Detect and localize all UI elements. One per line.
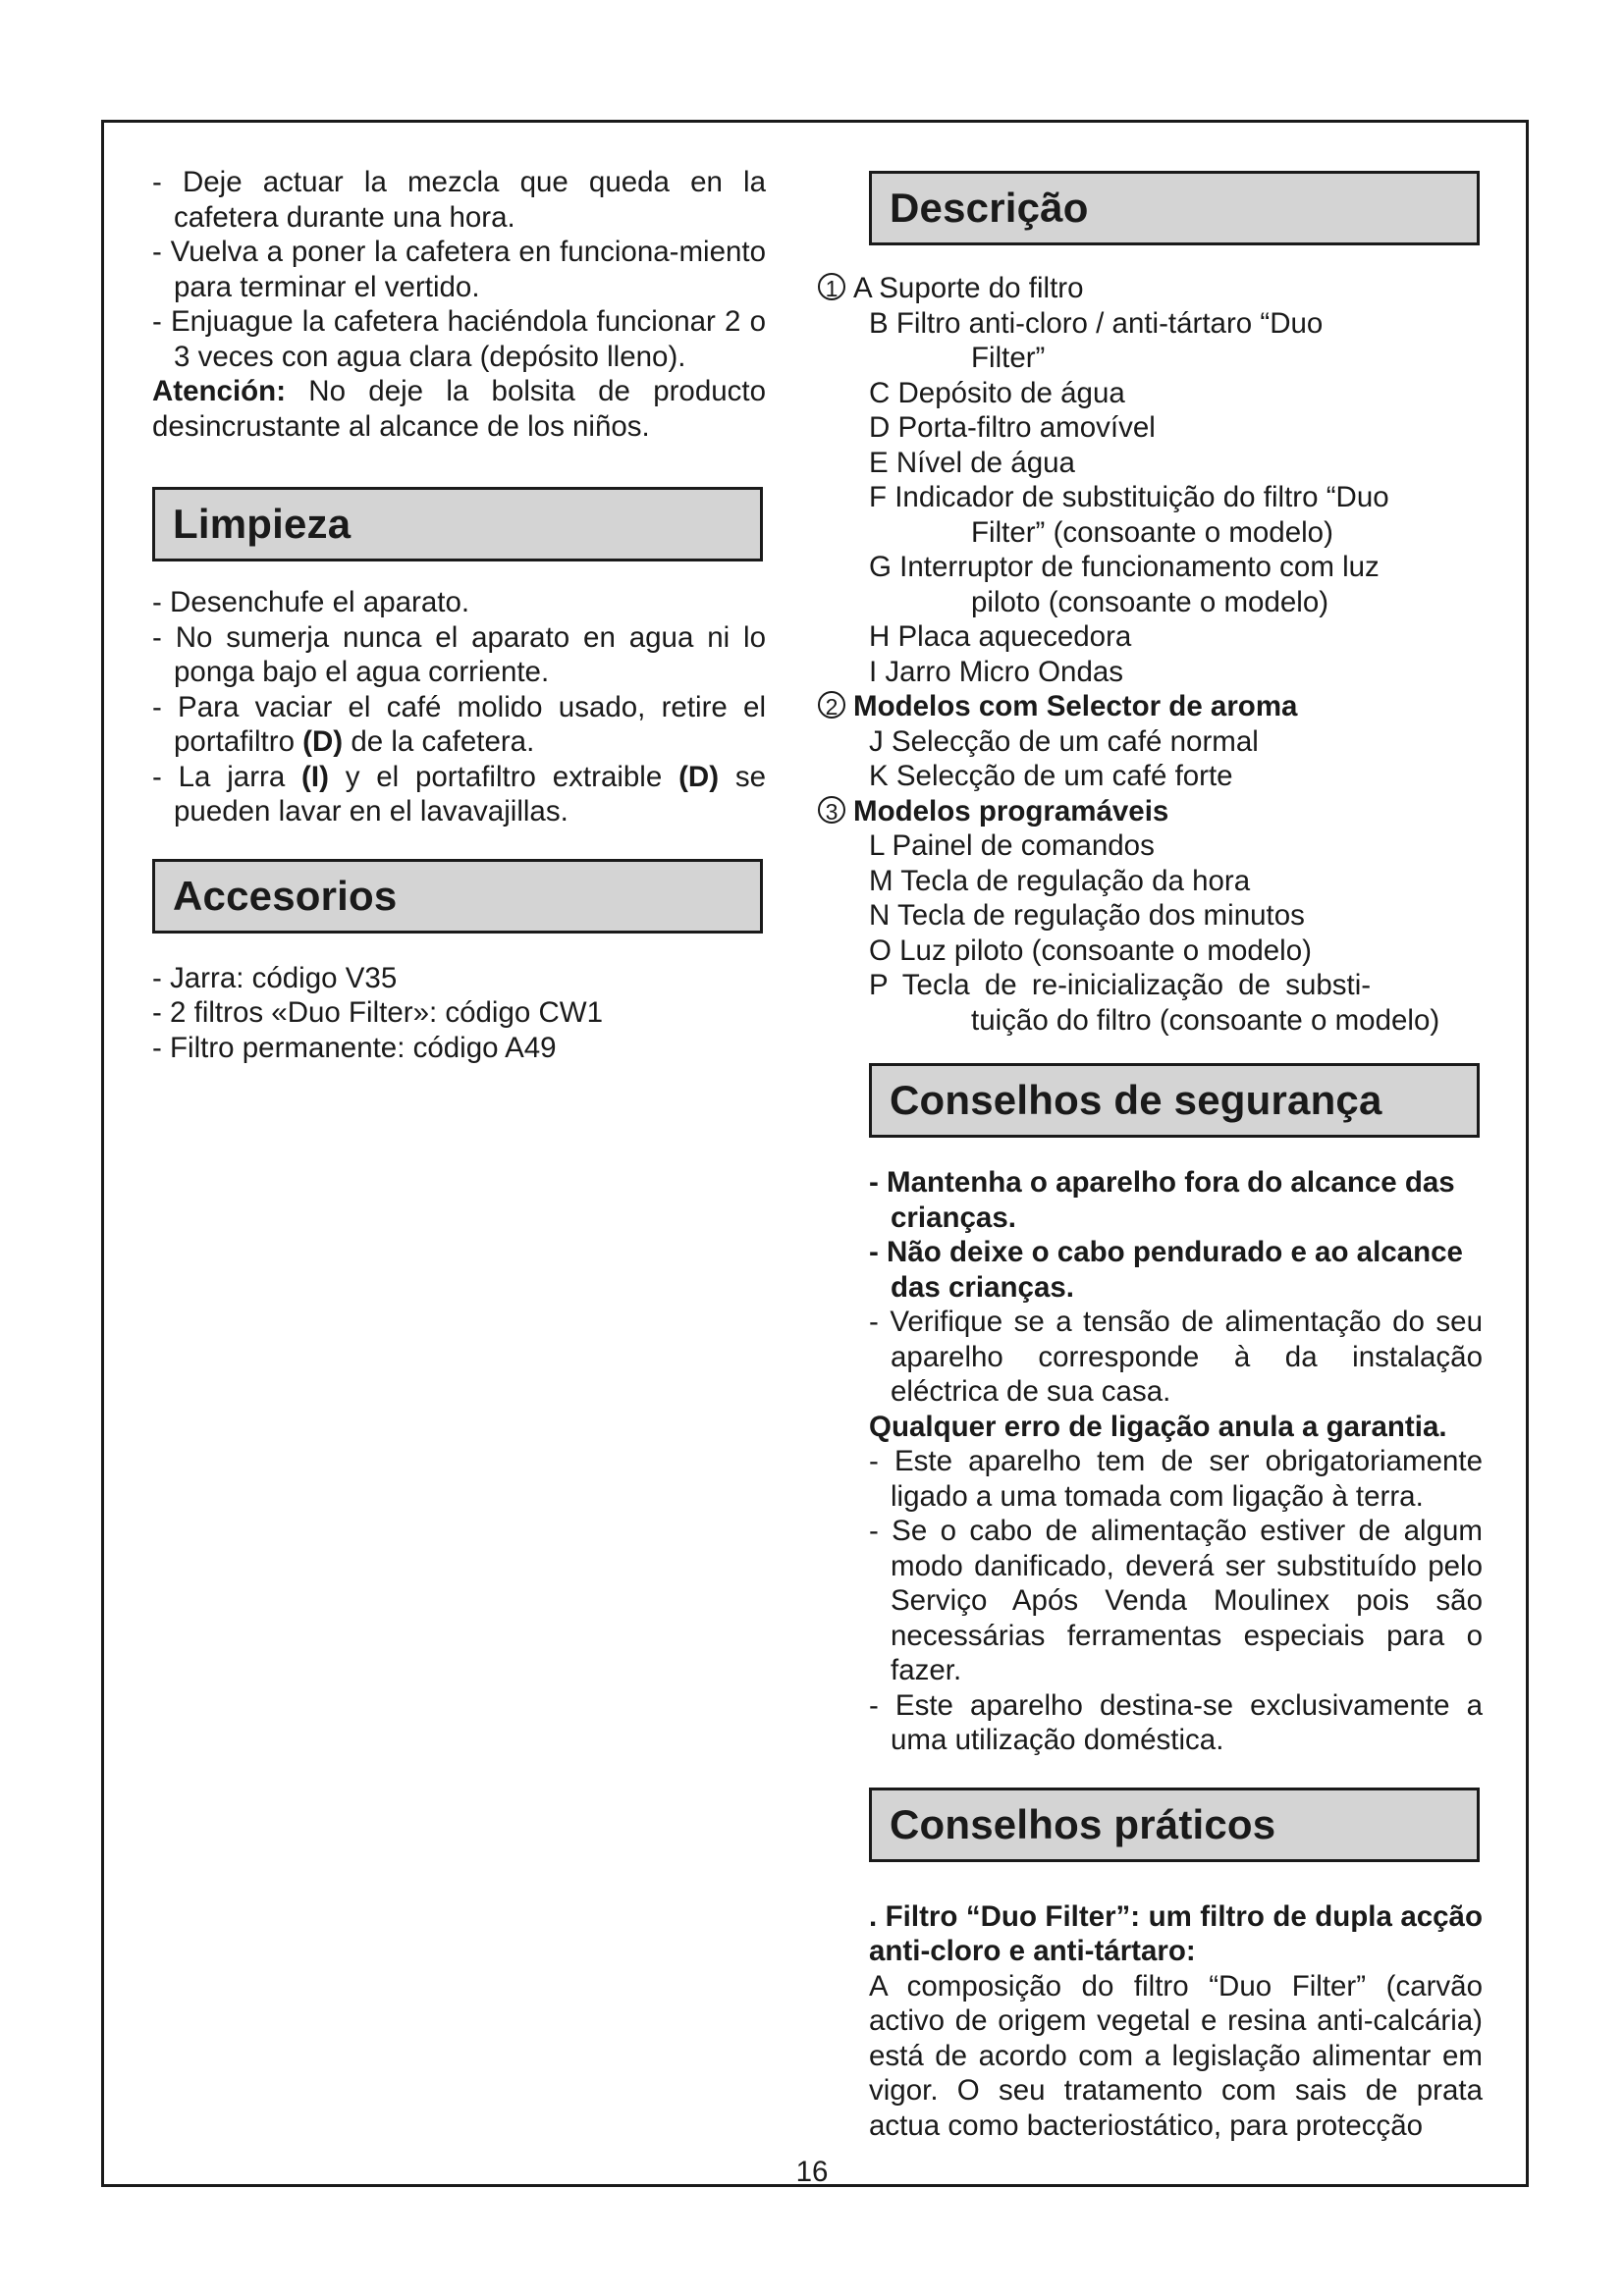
- accesorios-heading: [152, 859, 763, 934]
- accesorios-title: Accesorios: [173, 872, 398, 919]
- limpieza-item: - Para vaciar el café molido usado, retire el portafiltro (D) de la cafetera.: [152, 690, 766, 758]
- safety-item: - Este aparelho tem de ser obrigatoriamente ligado a uma tomada com ligação à terra.: [869, 1445, 1483, 1513]
- praticos-text: A composição do filtro “Duo Filter” (carvão activo de origem vegetal e resina anti-calcária) está de acordo com a legislação alimentar em vigor. O seu tratamento com sais de prata actua como bacteriostático, para protecção: [869, 1969, 1483, 2142]
- safety-item: - Verifique se a tensão de alimentação do seu aparelho corresponde à da instalação eléctrica de sua casa.: [869, 1306, 1483, 1408]
- desc-item: L Painel de comandos: [869, 829, 1155, 862]
- intro-line-1: - Deje actuar la mezcla que queda en la cafetera durante una hora.: [152, 166, 766, 234]
- left-column: [152, 165, 766, 1065]
- limpieza-item: - La jarra (I) y el portafiltro extraible (D) se pueden lavar en el lavavajillas.: [152, 760, 766, 828]
- attention-text: No deje la bolsita de producto desincrustante al alcance de los niños.: [152, 375, 766, 443]
- desc-item: 1 A Suporte do filtro: [869, 271, 1483, 306]
- marker-1: 1: [818, 273, 845, 300]
- marker-2: 2: [818, 691, 845, 719]
- desc-item: O Luz piloto (consoante o modelo): [869, 934, 1312, 967]
- intro-line-3: - Enjuague la cafetera haciéndola funcionar 2 o 3 veces con agua clara (depósito lleno).: [152, 305, 766, 373]
- praticos-subtitle: . Filtro “Duo Filter”: um filtro de dupla acção anti-cloro e anti-tártaro:: [869, 1899, 1483, 1967]
- desc-item: I Jarro Micro Ondas: [869, 655, 1124, 688]
- limpieza-heading: [152, 487, 763, 561]
- seguranca-title: Conselhos de segurança: [890, 1077, 1382, 1123]
- desc-item-cont: Filter” (consoante o modelo): [971, 515, 1333, 549]
- prog-subtitle: 3 Modelos programáveis: [869, 794, 1483, 829]
- desc-item: N Tecla de regulação dos minutos: [869, 899, 1305, 932]
- desc-item: M Tecla de regulação da hora: [869, 864, 1251, 897]
- descricao-heading: [869, 171, 1480, 245]
- safety-item: - Não deixe o cabo pendurado e ao alcance das crianças.: [869, 1236, 1463, 1304]
- accesorio-item: - Jarra: código V35: [152, 961, 398, 994]
- safety-item: - Mantenha o aparelho fora do alcance das crianças.: [869, 1166, 1455, 1234]
- limpieza-list: [152, 585, 766, 829]
- limpieza-item: - Desenchufe el aparato.: [152, 586, 470, 618]
- attention-label: Atención:: [152, 375, 287, 407]
- safety-warning: Qualquer erro de ligação anula a garantia.: [869, 1410, 1447, 1443]
- desc-item: F Indicador de substituição do filtro “Duo: [869, 481, 1389, 513]
- accesorio-item: - Filtro permanente: código A49: [152, 1031, 557, 1064]
- descricao-title: Descrição: [890, 185, 1089, 231]
- praticos-body: [869, 1899, 1483, 2144]
- desc-item: K Selecção de um café forte: [869, 760, 1233, 792]
- desc-item: D Porta-filtro amovível: [869, 411, 1156, 444]
- praticos-title: Conselhos práticos: [890, 1800, 1276, 1847]
- desc-item: H Placa aquecedora: [869, 620, 1132, 653]
- desc-item-cont: piloto (consoante o modelo): [971, 585, 1329, 618]
- accesorio-item: - 2 filtros «Duo Filter»: código CW1: [152, 996, 604, 1029]
- desc-item-cont: tuição do filtro (consoante o modelo): [971, 1003, 1440, 1037]
- page-number: 16: [795, 2156, 829, 2188]
- right-column: [825, 171, 1483, 2143]
- intro-line-2: - Vuelva a poner la cafetera en funciona-miento para terminar el vertido.: [152, 236, 766, 303]
- desc-item: B Filtro anti-cloro / anti-tártaro “Duo: [869, 306, 1324, 340]
- desc-item: C Depósito de água: [869, 376, 1125, 409]
- praticos-heading: [869, 1788, 1480, 1862]
- limpieza-item: - No sumerja nunca el aparato en agua ni lo ponga bajo el agua corriente.: [152, 620, 766, 688]
- safety-item: - Este aparelho destina-se exclusivamente a uma utilização doméstica.: [869, 1688, 1483, 1756]
- descricao-list: [825, 271, 1483, 1038]
- seguranca-list: [869, 1165, 1483, 1758]
- desc-item: G Interruptor de funcionamento com luz: [869, 551, 1380, 583]
- aroma-subtitle: 2 Modelos com Selector de aroma: [869, 689, 1483, 724]
- desc-item: J Selecção de um café normal: [869, 724, 1259, 758]
- marker-3: 3: [818, 796, 845, 824]
- seguranca-heading: [869, 1063, 1480, 1138]
- desc-item: P Tecla de re-inicialização de substi-: [869, 969, 1372, 1001]
- desc-item: E Nível de água: [869, 446, 1075, 479]
- desc-item-cont: Filter”: [971, 342, 1046, 374]
- safety-item: - Se o cabo de alimentação estiver de algum modo danificado, deverá ser substituído pelo Serviço Após Venda Moulinex pois são necessárias ferramentas especiais para o fazer.: [869, 1515, 1483, 1686]
- attention-note: [152, 374, 766, 444]
- limpieza-title: Limpieza: [173, 501, 352, 547]
- accesorios-list: [152, 961, 766, 1066]
